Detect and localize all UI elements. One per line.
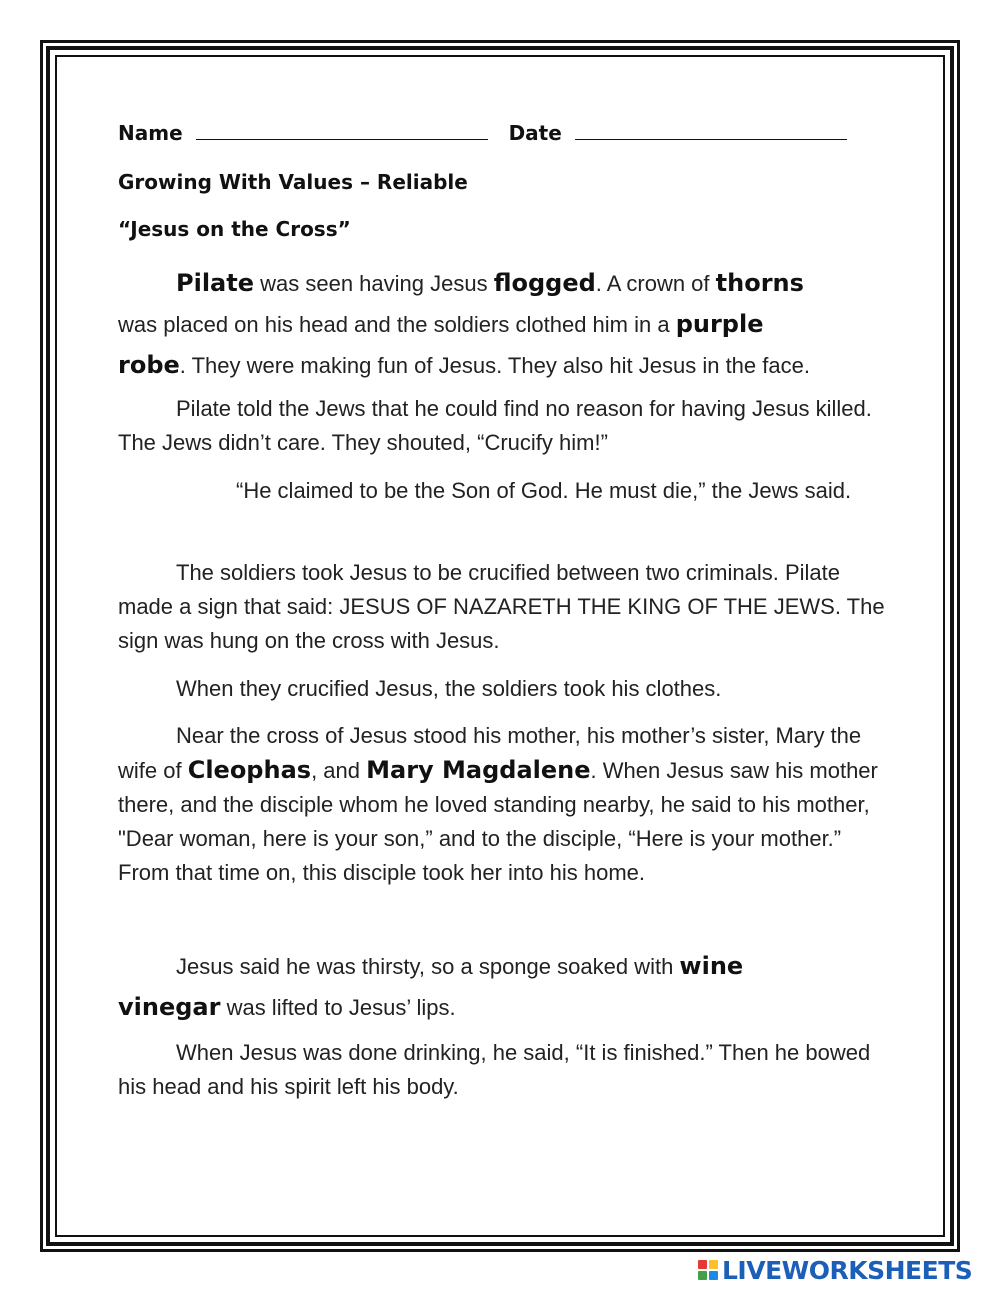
date-label: Date [508, 121, 562, 145]
paragraph-7: Jesus said he was thirsty, so a sponge soaked with wine vinegar was lifted to Jesus’ lips. [118, 952, 744, 1021]
paragraph-8: When Jesus was done drinking, he said, “It is finished.” Then he bowed his head and his spirit left his body. [118, 1040, 871, 1099]
paragraph-6: Near the cross of Jesus stood his mother, his mother’s sister, Mary the wife of Cleophas, and Mary Magdalene. When Jesus saw his mother there, and the disciple whom he loved standing nearby, he said to his mother, "Dear woman, here is your son,” and to the disciple, “Here is your mother.” From that time on, this disciple took her into his home. [118, 723, 878, 885]
liveworksheets-logo [698, 1253, 972, 1287]
keyword-pilate: Pilate [176, 269, 254, 297]
keyword-thorns: thorns [715, 269, 804, 297]
keyword-vinegar: vinegar [118, 993, 221, 1021]
paragraph-1: Pilate was seen having Jesus flogged. A crown of thorns was placed on his head and the soldiers clothed him in a purple robe. They were making fun of Jesus. They also hit Jesus in the face. [118, 269, 810, 379]
keyword-purple: purple [675, 310, 764, 338]
name-label: Name [118, 121, 183, 145]
keyword-robe: robe [118, 351, 180, 379]
paragraph-3: “He claimed to be the Son of God. He must die,” the Jews said. [236, 478, 852, 503]
keyword-flogged: flogged [493, 269, 596, 297]
paragraph-4: The soldiers took Jesus to be crucified between two criminals. Pilate made a sign that said: JESUS OF NAZARETH THE KING OF THE JEWS. The sign was hung on the cross with Jesus. [118, 560, 885, 653]
keyword-wine: wine [679, 952, 744, 980]
keyword-cleophas: Cleophas [187, 756, 312, 784]
paragraph-5: When they crucified Jesus, the soldiers took his clothes. [176, 676, 722, 701]
keyword-mary-magdalene: Mary Magdalene [366, 756, 591, 784]
story-title: “Jesus on the Cross” [118, 217, 351, 241]
worksheet-subtitle: Growing With Values – Reliable [118, 170, 468, 194]
logo-grid-icon [698, 1260, 718, 1280]
name-date-row [118, 121, 847, 145]
logo-text: LIVEWORKSHEETS [722, 1255, 973, 1285]
date-field[interactable] [575, 121, 847, 140]
paragraph-2: Pilate told the Jews that he could find no reason for having Jesus killed. The Jews didn’t care. They shouted, “Crucify him!” [118, 396, 872, 455]
name-field[interactable] [196, 121, 488, 140]
